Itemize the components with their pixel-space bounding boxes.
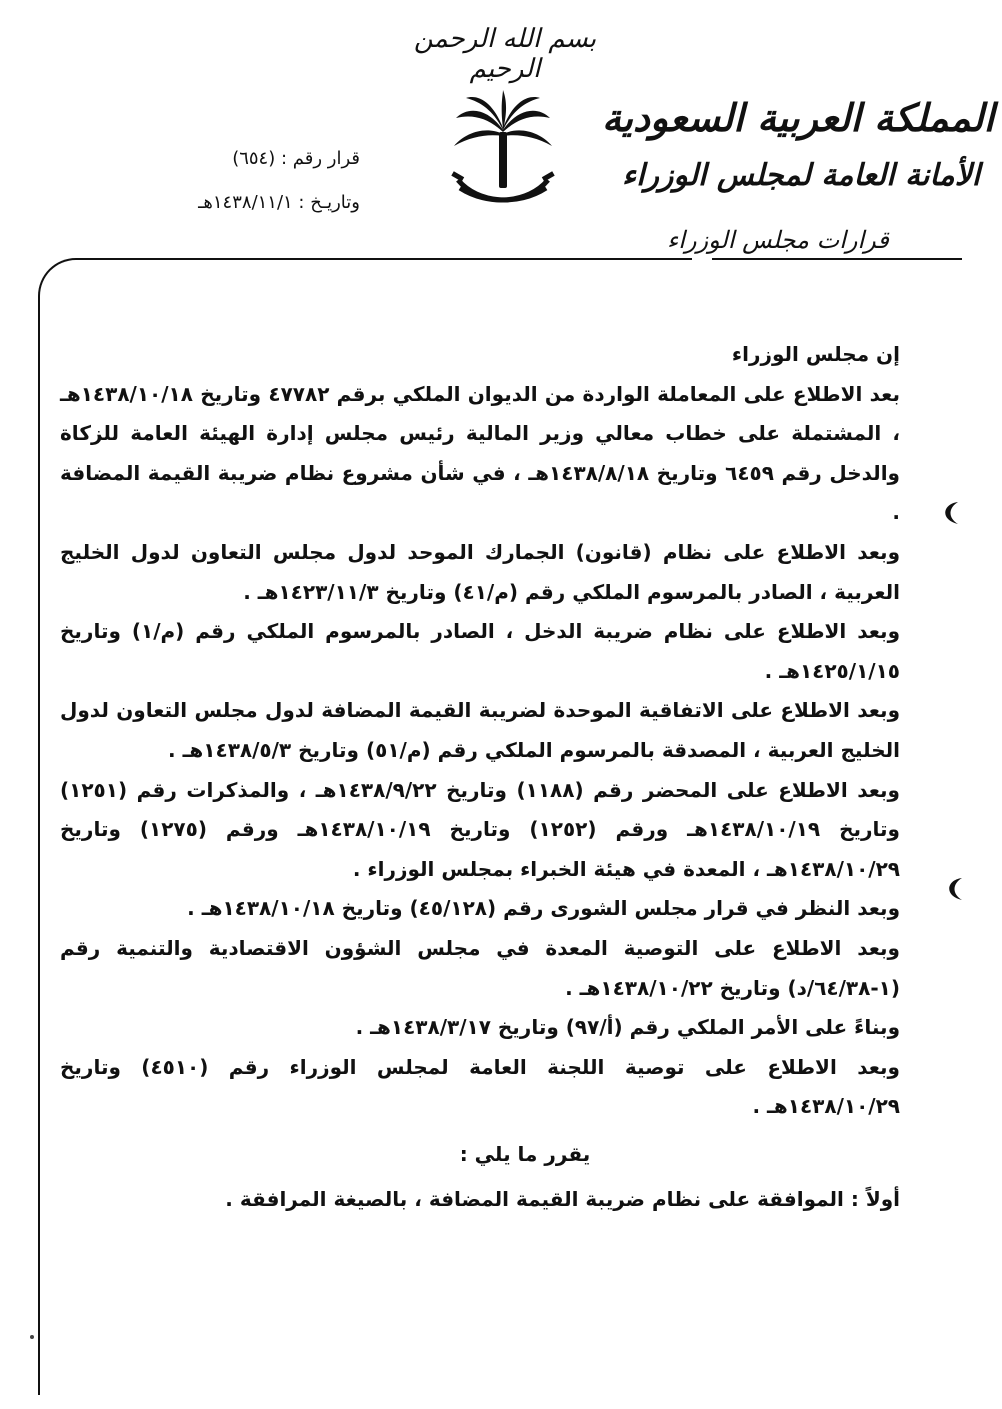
paragraph-6: وبعد النظر في قرار مجلس الشورى رقم (٤٥/١٢٨) وتاريخ ١٤٣٨/١٠/١٨هـ . (187, 896, 900, 921)
basmala: بسم الله الرحمن الرحيم (413, 24, 597, 84)
decision-number: قرار رقم : (٦٥٤) (232, 148, 360, 169)
paragraph-9: وبعد الاطلاع على توصية اللجنة العامة لمجلس الوزراء رقم (٤٥١٠) وتاريخ ١٤٣٨/١٠/٢٩هـ . (60, 1054, 900, 1119)
decisions-label: قرارات مجلس الوزراء (667, 226, 889, 254)
paragraph-4: وبعد الاطلاع على الاتفاقية الموحدة لضريبة القيمة المضافة لدول مجلس التعاون لدول الخليج العربية ، المصدقة بالمرسوم الملكي رقم (م/٥١) وتاريخ ١٤٣٨/٥/٣هـ . (60, 698, 900, 762)
resolves-heading: يقرر ما يلي : (459, 1141, 591, 1166)
decision-date: وتاريـخ : ١٤٣٨/١١/١هـ (198, 192, 360, 213)
paragraph-8: وبناءً على الأمر الملكي رقم (أ/٩٧) وتاريخ ١٤٣٨/٣/١٧هـ . (355, 1015, 900, 1040)
opening-line: إن مجلس الوزراء (731, 342, 900, 366)
decision-body (60, 335, 900, 1220)
paragraph-1: بعد الاطلاع على المعاملة الواردة من الديوان الملكي برقم ٤٧٧٨٢ وتاريخ ١٤٣٨/١٠/١٨هـ ، المشتملة على خطاب معالي وزير المالية رئيس مجلس إدارة الهيئة العامة للزكاة والدخل رقم ٦٤٥٩ وتاريخ ١٤٣٨/٨/١٨هـ ، في شأن مشروع نظام ضريبة القيمة المضافة . (60, 381, 900, 525)
paragraph-7: وبعد الاطلاع على التوصية المعدة في مجلس الشؤون الاقتصادية والتنمية رقم (١-٦٤/٣٨/د) وتاريخ ١٤٣٨/١٠/٢٢هـ . (60, 935, 900, 1000)
secretariat-title: الأمانة العامة لمجلس الوزراء (622, 158, 981, 193)
hole-punch-icon (940, 876, 964, 902)
saudi-emblem-icon (448, 88, 558, 218)
hole-punch-icon (936, 500, 960, 526)
paragraph-2: وبعد الاطلاع على نظام (قانون) الجمارك الموحد لدول مجلس التعاون لدول الخليج العربية ، الصادر بالمرسوم الملكي رقم (م/٤١) وتاريخ ١٤٢٣/١١/٣هـ . (60, 539, 900, 604)
paragraph-5: وبعد الاطلاع على المحضر رقم (١١٨٨) وتاريخ ١٤٣٨/٩/٢٢هـ ، والمذكرات رقم (١٢٥١) وتاريخ ١٤٣٨/١٠/١٩هـ ورقم (١٢٥٢) وتاريخ ١٤٣٨/١٠/١٩هـ ورقم (١٢٧٥) وتاريخ ١٤٣٨/١٠/٢٩هـ ، المعدة في هيئة الخبراء بمجلس الوزراء . (60, 777, 900, 881)
paragraph-3: وبعد الاطلاع على نظام ضريبة الدخل ، الصادر بالمرسوم الملكي رقم (م/١) وتاريخ ١٤٢٥/١/١٥هـ . (60, 619, 900, 683)
kingdom-title: المملكة العربية السعودية (602, 95, 995, 140)
scan-speck (30, 1335, 34, 1339)
first-item: أولاً : الموافقة على نظام ضريبة القيمة المضافة ، بالصيغة المرافقة . (225, 1187, 900, 1212)
